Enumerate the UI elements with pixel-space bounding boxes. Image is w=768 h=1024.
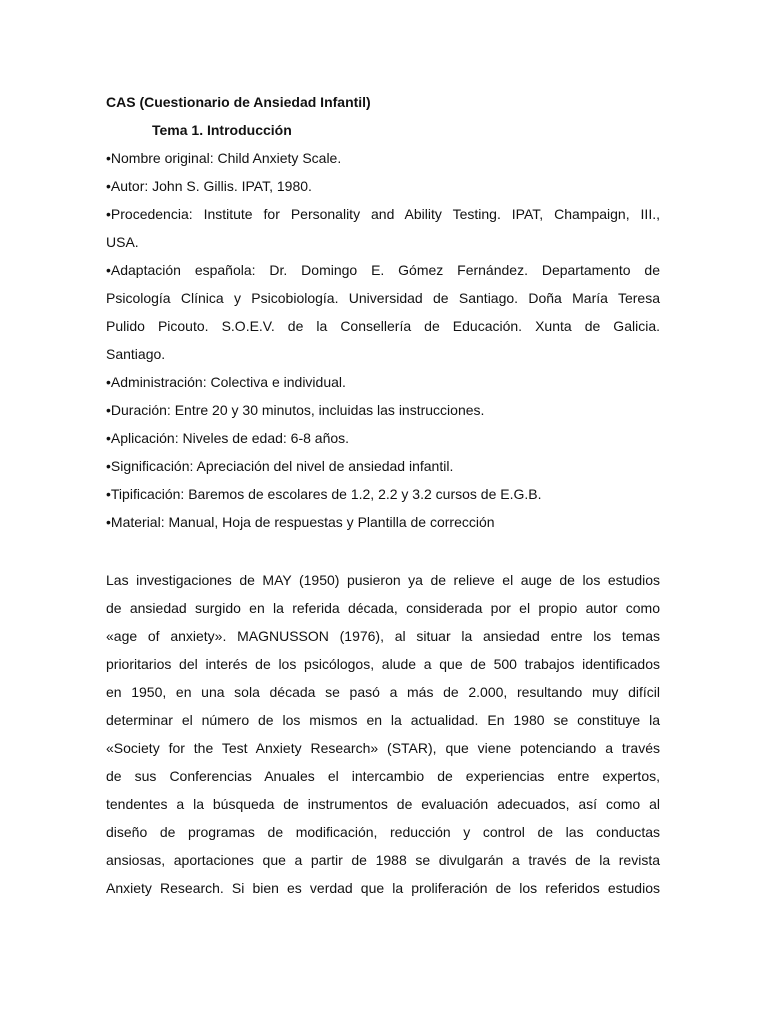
paragraph-line: de sus Conferencias Anuales el intercambio de experiencias entre expertos, (106, 768, 660, 784)
section-heading: Tema 1. Introducción (152, 122, 292, 138)
paragraph-line: diseño de programas de modificación, reducción y control de las conductas (106, 824, 660, 840)
item-typification: •Tipificación: Baremos de escolares de 1.2, 2.2 y 3.2 cursos de E.G.B. (106, 486, 542, 502)
paragraph-line: Anxiety Research. Si bien es verdad que la proliferación de los referidos estudios (106, 880, 660, 896)
item-adaptation-line-4: Santiago. (106, 346, 166, 362)
item-adaptation-line-2: Psicología Clínica y Psicobiología. Universidad de Santiago. Doña María Teresa (106, 290, 660, 306)
item-adaptation-line-3: Pulido Picouto. S.O.E.V. de la Consellería de Educación. Xunta de Galicia. (106, 318, 660, 334)
item-adaptation-line-1: •Adaptación española: Dr. Domingo E. Gómez Fernández. Departamento de (106, 262, 660, 278)
item-original-name: •Nombre original: Child Anxiety Scale. (106, 150, 342, 166)
paragraph-line: «age of anxiety». MAGNUSSON (1976), al situar la ansiedad entre los temas (106, 628, 660, 644)
item-origin-line-1: •Procedencia: Institute for Personality and Ability Testing. IPAT, Champaign, III., (106, 206, 660, 222)
paragraph-line: determinar el número de los mismos en la actualidad. En 1980 se constituye la (106, 712, 660, 728)
item-material: •Material: Manual, Hoja de respuestas y Plantilla de corrección (106, 514, 495, 530)
item-administration: •Administración: Colectiva e individual. (106, 374, 346, 390)
paragraph-line: «Society for the Test Anxiety Research» (STAR), que viene potenciando a través (106, 740, 660, 756)
item-origin-line-2: USA. (106, 234, 139, 250)
paragraph-line: Las investigaciones de MAY (1950) pusieron ya de relieve el auge de los estudios (106, 572, 660, 588)
paragraph-line: en 1950, en una sola década se pasó a más de 2.000, resultando muy difícil (106, 684, 660, 700)
document-title: CAS (Cuestionario de Ansiedad Infantil) (106, 94, 371, 110)
item-duration: •Duración: Entre 20 y 30 minutos, incluidas las instrucciones. (106, 402, 485, 418)
paragraph-line: ansiosas, aportaciones que a partir de 1988 se divulgarán a través de la revista (106, 852, 660, 868)
paragraph-line: tendentes a la búsqueda de instrumentos de evaluación adecuados, así como al (106, 796, 660, 812)
item-significance: •Significación: Apreciación del nivel de ansiedad infantil. (106, 458, 454, 474)
paragraph-line: de ansiedad surgido en la referida década, considerada por el propio autor como (106, 600, 660, 616)
item-author: •Autor: John S. Gillis. IPAT, 1980. (106, 178, 312, 194)
item-application: •Aplicación: Niveles de edad: 6-8 años. (106, 430, 350, 446)
paragraph-line: prioritarios del interés de los psicólogos, alude a que de 500 trabajos identificados (106, 656, 660, 672)
